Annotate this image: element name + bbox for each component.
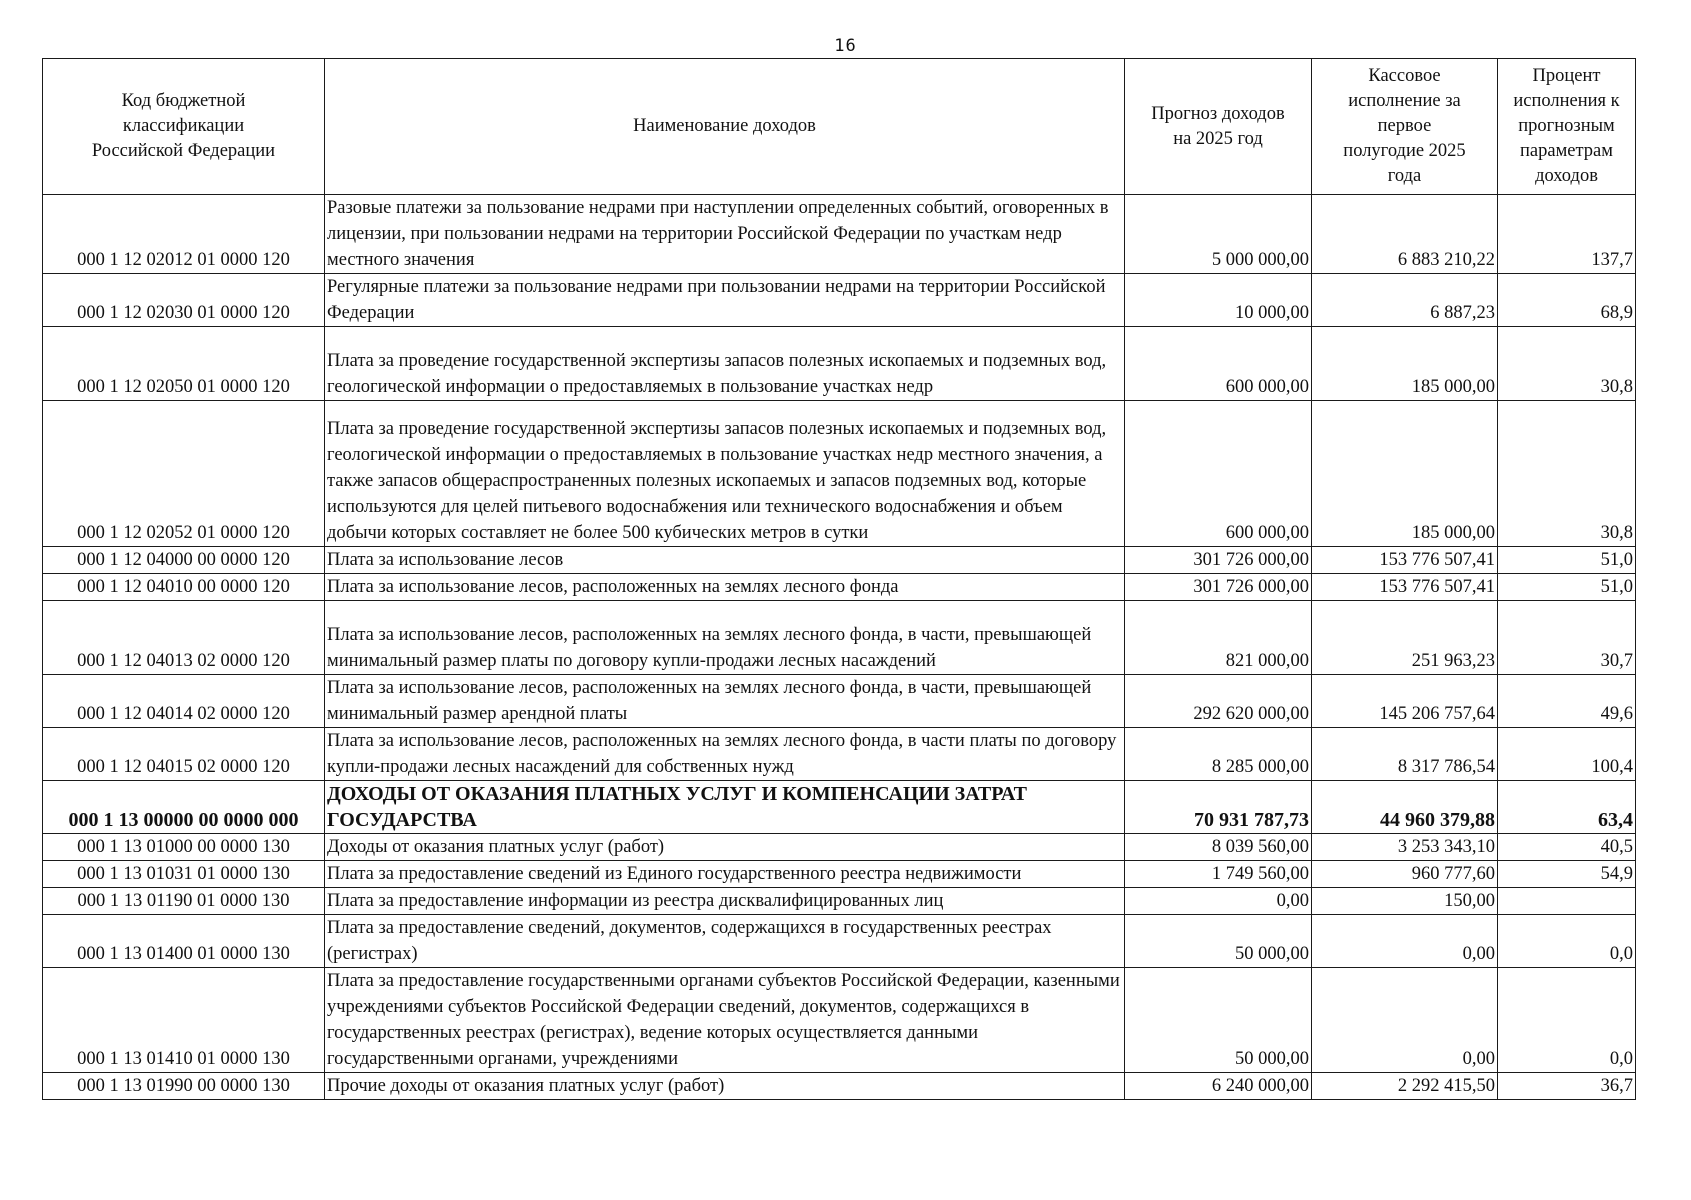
table-row xyxy=(43,547,1636,574)
cell-plan: 6 240 000,00 xyxy=(1125,1073,1312,1100)
cell-exec: 8 317 786,54 xyxy=(1312,728,1498,781)
cell-pct: 54,9 xyxy=(1498,861,1636,888)
cell-code: 000 1 13 01990 00 0000 130 xyxy=(43,1073,325,1100)
cell-pct: 49,6 xyxy=(1498,675,1636,728)
cell-plan: 8 285 000,00 xyxy=(1125,728,1312,781)
cell-name: Прочие доходы от оказания платных услуг (работ) xyxy=(325,1073,1125,1100)
table-row xyxy=(43,888,1636,915)
cell-name: Плата за использование лесов xyxy=(325,547,1125,574)
cell-code: 000 1 12 04013 02 0000 120 xyxy=(43,601,325,675)
cell-code: 000 1 13 00000 00 0000 000 xyxy=(43,781,325,834)
cell-pct xyxy=(1498,888,1636,915)
cell-pct: 40,5 xyxy=(1498,834,1636,861)
cell-plan: 5 000 000,00 xyxy=(1125,195,1312,274)
table-header xyxy=(43,59,1636,195)
table-row xyxy=(43,781,1636,834)
cell-exec: 251 963,23 xyxy=(1312,601,1498,675)
cell-exec: 6 883 210,22 xyxy=(1312,195,1498,274)
cell-code: 000 1 12 04015 02 0000 120 xyxy=(43,728,325,781)
header-name: Наименование доходов xyxy=(325,59,1125,195)
cell-code: 000 1 13 01400 01 0000 130 xyxy=(43,915,325,968)
cell-exec: 185 000,00 xyxy=(1312,401,1498,547)
table-row xyxy=(43,601,1636,675)
table-row xyxy=(43,1073,1636,1100)
cell-exec: 960 777,60 xyxy=(1312,861,1498,888)
cell-plan: 50 000,00 xyxy=(1125,968,1312,1073)
cell-name: Плата за предоставление государственными органами субъектов Российской Федерации, казенными учреждениями субъектов Российской Федерации сведений, документов, содержащихся в государственных реестрах (регистрах), ведение которых осуществляется данными государственными органами, учреждениями xyxy=(325,968,1125,1073)
cell-plan: 70 931 787,73 xyxy=(1125,781,1312,834)
cell-name: Плата за предоставление сведений, документов, содержащихся в государственных реестрах (регистрах) xyxy=(325,915,1125,968)
cell-plan: 50 000,00 xyxy=(1125,915,1312,968)
table-row xyxy=(43,834,1636,861)
cell-code: 000 1 13 01410 01 0000 130 xyxy=(43,968,325,1073)
cell-name: Плата за предоставление информации из реестра дисквалифицированных лиц xyxy=(325,888,1125,915)
cell-code: 000 1 12 04014 02 0000 120 xyxy=(43,675,325,728)
cell-code: 000 1 12 02052 01 0000 120 xyxy=(43,401,325,547)
cell-name: Доходы от оказания платных услуг (работ) xyxy=(325,834,1125,861)
cell-name: Плата за проведение государственной экспертизы запасов полезных ископаемых и подземных вод, геологической информации о предоставляемых в пользование участках недр xyxy=(325,327,1125,401)
table-body xyxy=(43,195,1636,1100)
cell-name: Плата за использование лесов, расположенных на землях лесного фонда, в части, превышающей минимальный размер арендной платы xyxy=(325,675,1125,728)
table-row xyxy=(43,728,1636,781)
cell-code: 000 1 13 01190 01 0000 130 xyxy=(43,888,325,915)
cell-name: ДОХОДЫ ОТ ОКАЗАНИЯ ПЛАТНЫХ УСЛУГ И КОМПЕНСАЦИИ ЗАТРАТ ГОСУДАРСТВА xyxy=(325,781,1125,834)
cell-pct: 51,0 xyxy=(1498,574,1636,601)
cell-plan: 600 000,00 xyxy=(1125,401,1312,547)
cell-pct: 30,8 xyxy=(1498,327,1636,401)
cell-pct: 0,0 xyxy=(1498,968,1636,1073)
header-pct: Процент исполнения к прогнозным параметрам доходов xyxy=(1498,59,1636,195)
header-code: Код бюджетной классификации Российской Федерации xyxy=(43,59,325,195)
cell-exec: 3 253 343,10 xyxy=(1312,834,1498,861)
cell-plan: 821 000,00 xyxy=(1125,601,1312,675)
cell-code: 000 1 12 04000 00 0000 120 xyxy=(43,547,325,574)
cell-code: 000 1 12 02030 01 0000 120 xyxy=(43,274,325,327)
table-row xyxy=(43,968,1636,1073)
cell-plan: 8 039 560,00 xyxy=(1125,834,1312,861)
cell-exec: 2 292 415,50 xyxy=(1312,1073,1498,1100)
cell-pct: 30,7 xyxy=(1498,601,1636,675)
cell-plan: 301 726 000,00 xyxy=(1125,574,1312,601)
cell-code: 000 1 13 01000 00 0000 130 xyxy=(43,834,325,861)
cell-pct: 100,4 xyxy=(1498,728,1636,781)
cell-pct: 30,8 xyxy=(1498,401,1636,547)
cell-name: Разовые платежи за пользование недрами при наступлении определенных событий, оговоренных в лицензии, при пользовании недрами на территории Российской Федерации по участкам недр местного значения xyxy=(325,195,1125,274)
cell-name: Плата за проведение государственной экспертизы запасов полезных ископаемых и подземных вод, геологической информации о предоставляемых в пользование участках недр местного значения, а также запасов общераспространенных полезных ископаемых и запасов подземных вод, которые используются для целей питьевого водоснабжения или технического водоснабжения и объем добычи которых составляет не более 500 кубических метров в сутки xyxy=(325,401,1125,547)
header-plan: Прогноз доходов на 2025 год xyxy=(1125,59,1312,195)
cell-exec: 44 960 379,88 xyxy=(1312,781,1498,834)
cell-pct: 137,7 xyxy=(1498,195,1636,274)
cell-exec: 150,00 xyxy=(1312,888,1498,915)
page-number: 16 xyxy=(834,36,857,56)
cell-exec: 0,00 xyxy=(1312,915,1498,968)
cell-code: 000 1 12 04010 00 0000 120 xyxy=(43,574,325,601)
cell-pct: 68,9 xyxy=(1498,274,1636,327)
table-row xyxy=(43,327,1636,401)
table-row xyxy=(43,861,1636,888)
cell-plan: 301 726 000,00 xyxy=(1125,547,1312,574)
table-row xyxy=(43,574,1636,601)
cell-exec: 0,00 xyxy=(1312,968,1498,1073)
cell-plan: 0,00 xyxy=(1125,888,1312,915)
cell-exec: 153 776 507,41 xyxy=(1312,574,1498,601)
table-row xyxy=(43,274,1636,327)
cell-exec: 6 887,23 xyxy=(1312,274,1498,327)
table-row xyxy=(43,675,1636,728)
budget-table xyxy=(42,58,1636,1100)
cell-plan: 600 000,00 xyxy=(1125,327,1312,401)
cell-plan: 292 620 000,00 xyxy=(1125,675,1312,728)
cell-code: 000 1 12 02012 01 0000 120 xyxy=(43,195,325,274)
cell-code: 000 1 13 01031 01 0000 130 xyxy=(43,861,325,888)
cell-exec: 185 000,00 xyxy=(1312,327,1498,401)
cell-exec: 153 776 507,41 xyxy=(1312,547,1498,574)
cell-name: Плата за использование лесов, расположенных на землях лесного фонда, в части, превышающей минимальный размер платы по договору купли-продажи лесных насаждений xyxy=(325,601,1125,675)
cell-name: Плата за использование лесов, расположенных на землях лесного фонда, в части платы по договору купли-продажи лесных насаждений для собственных нужд xyxy=(325,728,1125,781)
cell-code: 000 1 12 02050 01 0000 120 xyxy=(43,327,325,401)
cell-name: Плата за предоставление сведений из Единого государственного реестра недвижимости xyxy=(325,861,1125,888)
table-row xyxy=(43,401,1636,547)
cell-pct: 36,7 xyxy=(1498,1073,1636,1100)
header-exec: Кассовое исполнение за первое полугодие 2025 года xyxy=(1312,59,1498,195)
cell-name: Плата за использование лесов, расположенных на землях лесного фонда xyxy=(325,574,1125,601)
table-row xyxy=(43,195,1636,274)
cell-pct: 51,0 xyxy=(1498,547,1636,574)
table-row xyxy=(43,915,1636,968)
cell-name: Регулярные платежи за пользование недрами при пользовании недрами на территории Российской Федерации xyxy=(325,274,1125,327)
cell-exec: 145 206 757,64 xyxy=(1312,675,1498,728)
cell-pct: 0,0 xyxy=(1498,915,1636,968)
cell-plan: 1 749 560,00 xyxy=(1125,861,1312,888)
cell-pct: 63,4 xyxy=(1498,781,1636,834)
cell-plan: 10 000,00 xyxy=(1125,274,1312,327)
